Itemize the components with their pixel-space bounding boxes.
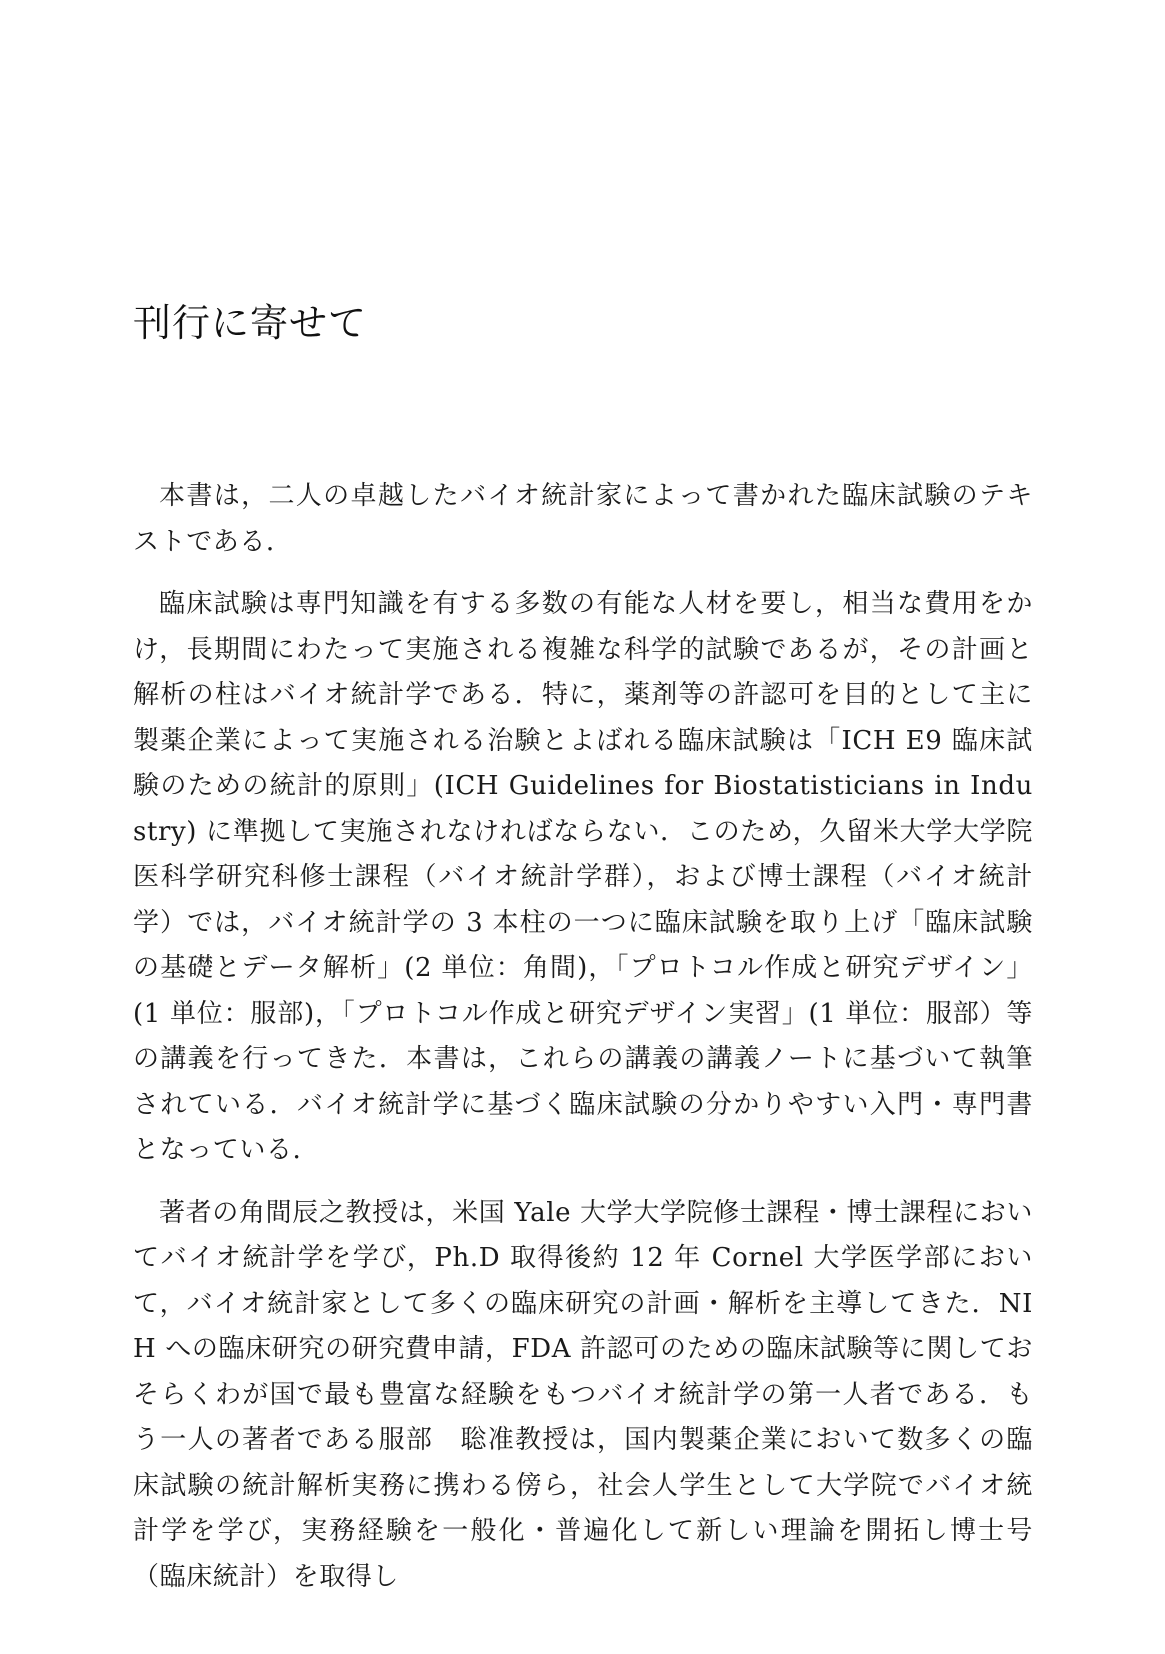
paragraph-intro: 本書は，二人の卓越したバイオ統計家によって書かれた臨床試験のテキストである．: [133, 481, 1033, 557]
paragraph-clinical-trials: 臨床試験は専門知識を有する多数の有能な人材を要し，相当な費用をかけ，長期間にわたって実施される複雑な科学的試験であるが，その計画と解析の柱はバイオ統計学である．特に，薬剤等の許認可を目的として主に製薬企業によって実施される治験とよばれる臨床試験は「ICH E9 臨床試験のための統計的原則」(ICH Guidelines for Biostatisticians in Industry) に準拠して実施されなければならない．このため，久留米大学大学院医科学研究科修士課程（バイオ統計学群），および博士課程（バイオ統計学）では，バイオ統計学の 3 本柱の一つに臨床試験を取り上げ「臨床試験の基礎とデータ解析」(2 単位：角間)，「プロトコル作成と研究デザイン」(1 単位：服部)，「プロトコル作成と研究デザイン実習」(1 単位：服部）等の講義を行ってきた．本書は，これらの講義の講義ノートに基づいて執筆されている．バイオ統計学に基づく臨床試験の分かりやすい入門・専門書となっている．: [133, 589, 1033, 1165]
document-body: [133, 474, 1033, 1600]
paragraph-authors: 著者の角間辰之教授は，米国 Yale 大学大学院修士課程・博士課程においてバイオ統計学を学び，Ph.D 取得後約 12 年 Cornel 大学医学部において，バイオ統計家として多くの臨床研究の計画・解析を主導してきた．NIH への臨床研究の研究費申請，FDA 許認可のための臨床試験等に関しておそらくわが国で最も豊富な経験をもつバイオ統計学の第一人者である．もう一人の著者である服部 聡准教授は，国内製薬企業において数多くの臨床試験の統計解析実務に携わる傍ら，社会人学生として大学院でバイオ統計学を学び，実務経験を一般化・普遍化して新しい理論を開拓し博士号（臨床統計）を取得し: [133, 1197, 1033, 1592]
page-title: 刊行に寄せて: [133, 301, 368, 345]
